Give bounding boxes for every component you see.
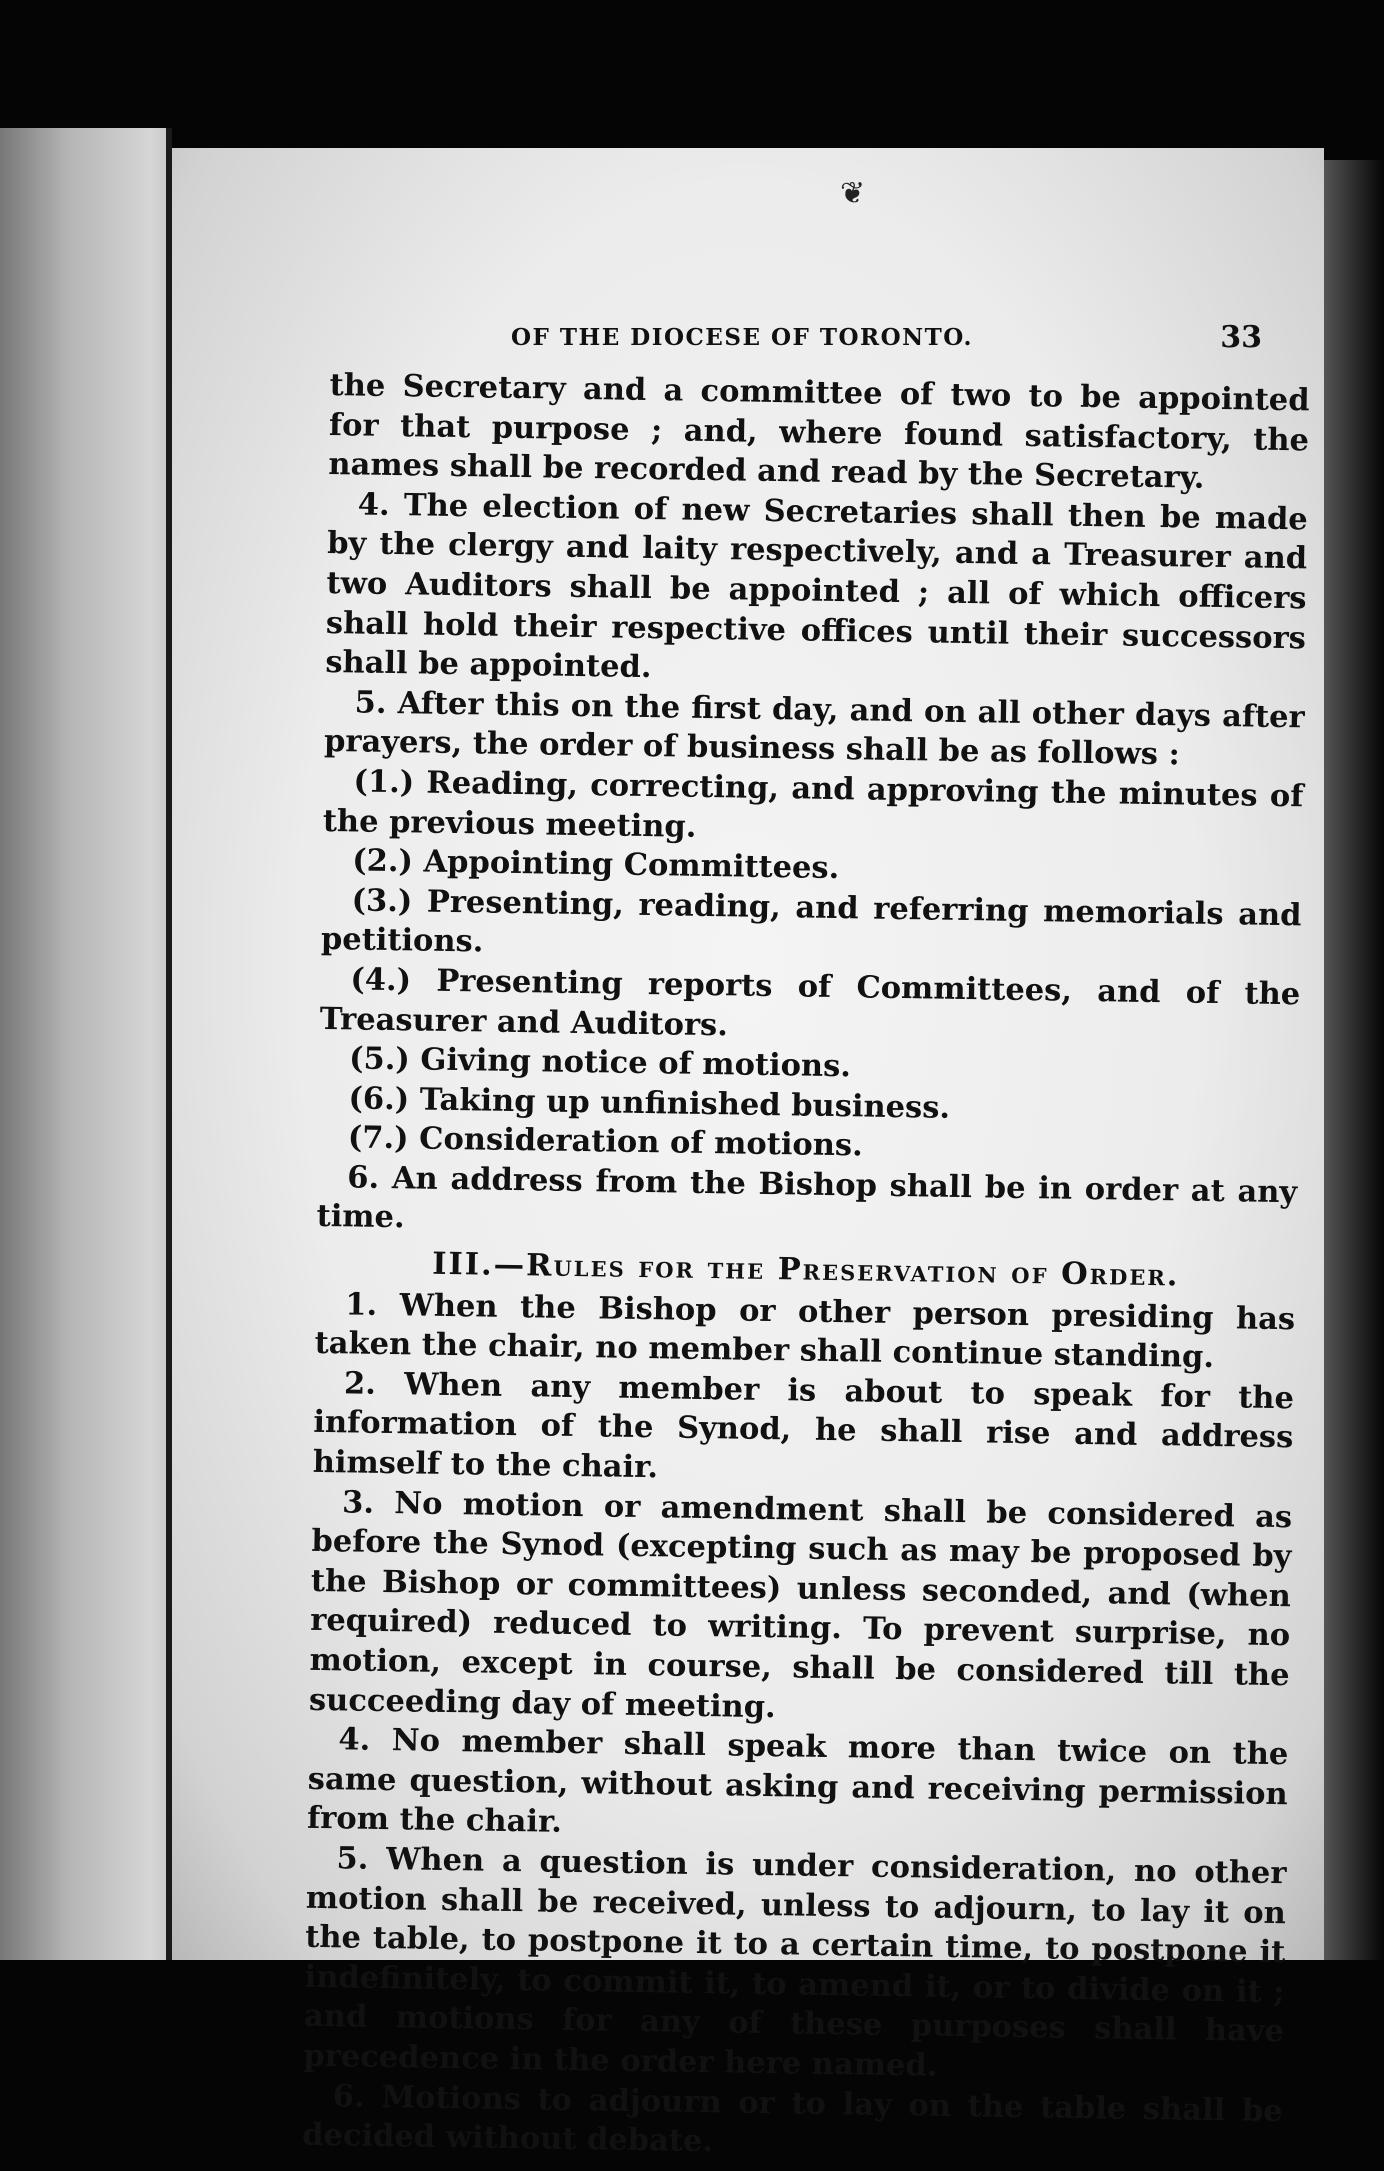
page-number: 33 [1220,320,1262,355]
paragraph: 5. After this on the first day, and on all other days after prayers, the order of business shall be as follows : [323,684,1305,773]
rule-paragraph: 5. When a question is under consideration, no other motion shall be received, unless to adjourn, to lay it on the table, to postpone it to a certain time, to postpone it indefinitely, to commit it, to amend it, or to divide on it ; and motions for any of these purposes shall have precedence in the order here named. [303,1840,1287,2084]
section-heading: III.—Rules for the Preservation of Order. [431,1245,1180,1294]
scan-top-border [0,0,1384,140]
paragraph: 6. An address from the Bishop shall be in order at any time. [316,1159,1298,1236]
list-item: (1.) Reading, correcting, and approving the minutes of the previous meeting. [322,763,1304,845]
rule-paragraph: 4. No member shall speak more than twice on the same question, without asking and receiving permission from the chair. [306,1721,1289,1841]
list-item: (6.) Taking up unfinished business. [348,1080,951,1126]
list-item: (5.) Giving notice of motions. [348,1040,852,1085]
running-head-title: OF THE DIOCESE OF TORONTO. [511,324,973,351]
list-item: (7.) Consideration of motions. [347,1119,864,1164]
rule-paragraph: 3. No motion or amendment shall be considered as before the Synod (excepting such as may be proposed by the Bishop or committees) unless seconded, and (when required) reduced to writing. To prevent surprise, no motion, except in course, shall be considered till the succeeding day of meeting. [308,1483,1293,1725]
list-item: (2.) Appointing Committees. [351,842,840,887]
list-item: (3.) Presenting, reading, and referring memorials and petitions. [320,882,1302,960]
paragraph: 4. The election of new Secretaries shall then be made by the clergy and laity respectively, and a Treasurer and two Auditors shall be appointed ; all of which officers shall hold their respective offices until their successors shall be appointed. [325,486,1308,686]
body-text [302,366,1310,2171]
ink-blot-ornament: ❦ [840,176,866,211]
rule-paragraph: 6. Motions to adjourn or to lay on the table shall be decided without debate. [301,2077,1283,2160]
scan-right-border [1324,160,1384,1960]
book-page [172,148,1324,2160]
facing-page-edge [0,128,168,1968]
list-item: (4.) Presenting reports of Committees, and of the Treasurer and Auditors. [319,961,1301,1043]
rule-paragraph: 2. When any member is about to speak for the information of the Synod, he shall rise and address himself to the chair. [312,1365,1295,1486]
paragraph: the Secretary and a committee of two to be appointed for that purpose ; and, where found satisfactory, the names shall be recorded and read by the Secretary. [328,366,1310,496]
rule-paragraph: 1. When the Bishop or other person presiding has taken the chair, no member shall continue standing. [314,1286,1296,1376]
running-head [272,320,1272,360]
